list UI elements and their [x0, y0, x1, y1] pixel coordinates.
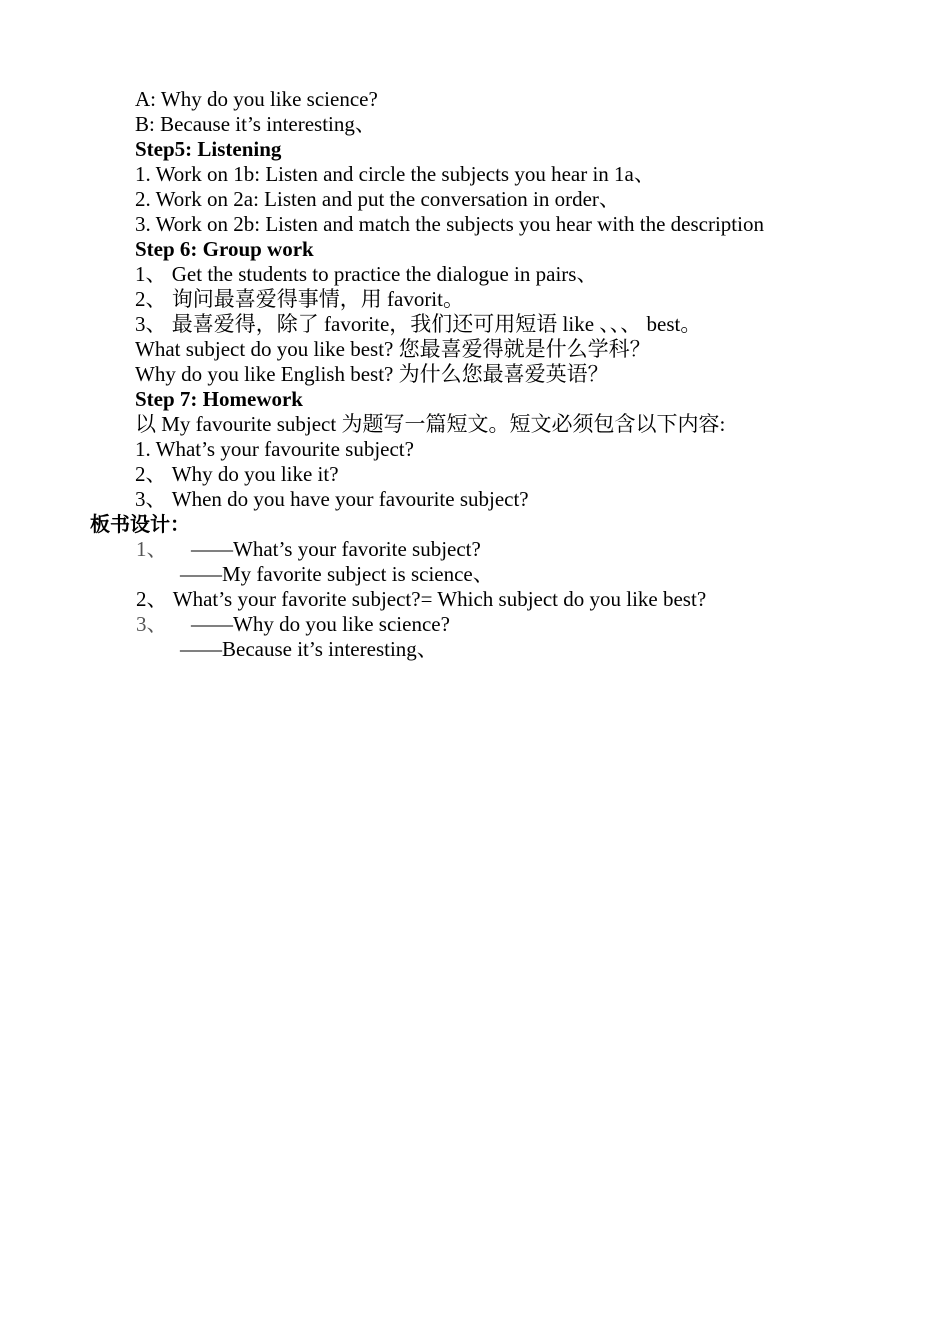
dialogue-b-line: B: Because it’s interesting、 — [135, 112, 376, 136]
step7-item: 2、 Why do you like it? — [135, 462, 339, 486]
step5-heading: Step5: Listening — [135, 137, 282, 161]
step7-item: 1. What’s your favourite subject? — [135, 437, 414, 461]
step5-item: 1. Work on 1b: Listen and circle the subjects you hear in 1a、 — [135, 162, 655, 186]
board-item: 2、 What’s your favorite subject?= Which subject do you like best? — [136, 587, 707, 611]
step6-item: What subject do you like best? 您最喜爱得就是什么学科？ — [135, 337, 651, 361]
step6-item: 2、 询问最喜爱得事情，用 favorit。 — [135, 287, 464, 311]
board-item-number: 1、 — [136, 537, 168, 561]
step7-item: 3、 When do you have your favourite subject? — [135, 487, 529, 511]
step6-heading: Step 6: Group work — [135, 237, 314, 261]
board-design-heading: 板书设计： — [90, 512, 190, 536]
dialogue-a-line: A: Why do you like science? — [135, 87, 378, 111]
step7-heading: Step 7: Homework — [135, 387, 303, 411]
step6-item: 3、 最喜爱得，除了 favorite，我们还可用短语 like 、、、 best。 — [135, 312, 702, 336]
board-item-answer: ——My favorite subject is science、 — [180, 562, 494, 586]
board-item-answer: ——Because it’s interesting、 — [180, 637, 438, 661]
board-item-number: 3、 — [136, 612, 168, 636]
step5-item: 2. Work on 2a: Listen and put the conversation in order、 — [135, 187, 620, 211]
board-item-question: ——Why do you like science? — [191, 612, 450, 636]
step6-item: Why do you like English best? 为什么您最喜爱英语？ — [135, 362, 609, 386]
step6-item: 1、 Get the students to practice the dialogue in pairs、 — [135, 262, 598, 286]
step7-intro: 以 My favourite subject 为题写一篇短文。短文必须包含以下内容: — [135, 412, 726, 436]
board-item-question: ——What’s your favorite subject? — [191, 537, 481, 561]
step5-item: 3. Work on 2b: Listen and match the subjects you hear with the description — [135, 212, 764, 236]
